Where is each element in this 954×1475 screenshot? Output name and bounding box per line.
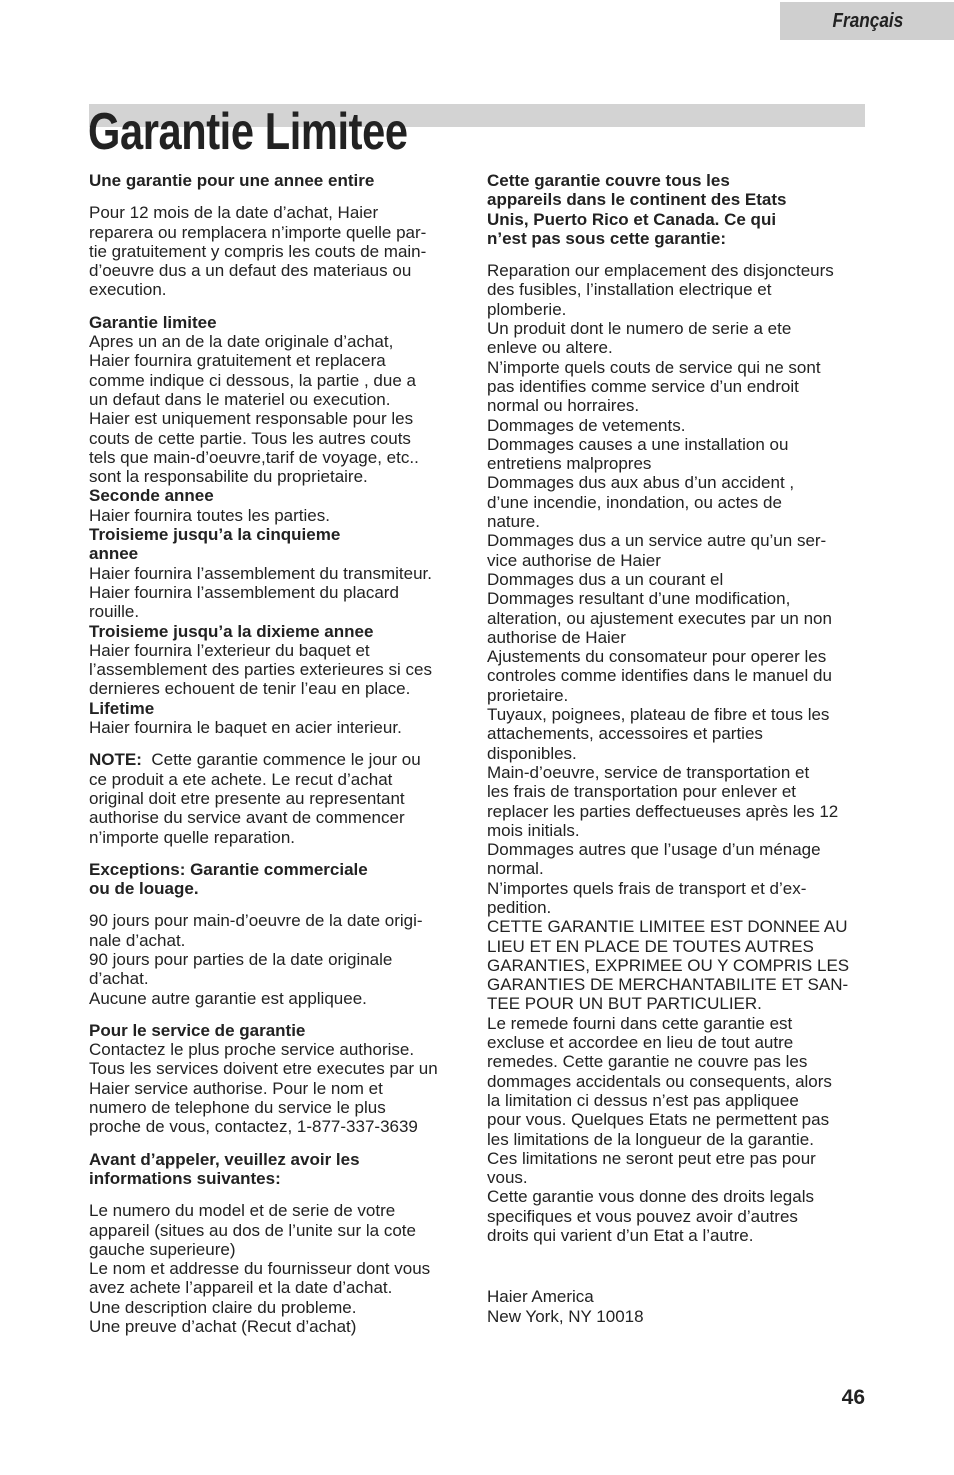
exclusion-line: controles comme identifies dans le manuel du xyxy=(487,666,832,686)
body-line: tie gratuitement y compris les couts de main- xyxy=(89,241,427,261)
exclusion-line: Dommages autres que l’usage d’un ménage xyxy=(487,840,821,860)
body-line: Le nom et addresse du fournisseur dont vous xyxy=(89,1259,431,1279)
body-line: Le numero du model et de serie de votre xyxy=(89,1201,396,1221)
exclusion-line: authorise de Haier xyxy=(487,627,626,647)
body-line: dernieres echouent de tenir l’eau en place. xyxy=(89,679,411,699)
full-year-heading: Une garantie pour une annee entire xyxy=(89,171,375,190)
before-call-heading-1: Avant d’appeler, veuillez avoir les xyxy=(89,1149,360,1169)
note-line xyxy=(89,750,469,769)
company-block xyxy=(487,1287,867,1326)
service-section xyxy=(89,1021,469,1137)
third-fifth-heading-1: Troisieme jusqu’a la cinquieme xyxy=(89,525,341,545)
body-line: original doit etre presente au representant xyxy=(89,788,405,808)
body-line: Haier fournira le baquet en acier interieur. xyxy=(89,718,402,738)
body-line: d’oeuvre dus a un defaut des materiaus ou xyxy=(89,261,412,281)
exclusion-line: disponibles. xyxy=(487,743,577,763)
exclusion-line: Dommages causes a une installation ou xyxy=(487,434,789,454)
body-line: Haier service authorise. Pour le nom et xyxy=(89,1078,383,1098)
exclusion-line: Cette garantie vous donne des droits legals xyxy=(487,1187,814,1207)
body-line: reparera ou remplacera n’importe quelle par- xyxy=(89,222,427,242)
page-title: Garantie Limitee xyxy=(88,103,408,161)
body-line: avez achete l’appareil et la date d’achat. xyxy=(89,1278,393,1298)
coverage-heading-3: Unis, Puerto Rico et Canada. Ce qui xyxy=(487,209,777,229)
body-line: Tous les services doivent etre executes par un xyxy=(89,1059,438,1079)
exclusion-line: Le remede fourni dans cette garantie est xyxy=(487,1013,793,1033)
exclusion-line: les frais de transportation pour enlever et xyxy=(487,782,797,802)
body-line: Contactez le plus proche service authorise. xyxy=(89,1040,415,1060)
coverage-heading-1: Cette garantie couvre tous les xyxy=(487,171,730,190)
body-line: d’achat. xyxy=(89,969,149,989)
body-line: authorise du service avant de commencer xyxy=(89,808,405,828)
exclusion-line: prorietaire. xyxy=(487,685,569,705)
exclusion-line: vous. xyxy=(487,1168,528,1188)
exclusion-line: normal. xyxy=(487,859,544,879)
body-line: Pour 12 mois de la date d’achat, Haier xyxy=(89,203,379,223)
body-line: gauche superieure) xyxy=(89,1239,236,1259)
exclusion-line: Main-d’oeuvre, service de transportation et xyxy=(487,762,810,782)
language-tab xyxy=(780,2,954,40)
page-number: 46 xyxy=(841,1386,865,1409)
full-year-section xyxy=(89,171,469,300)
exclusion-line: specifiques et vous pouvez avoir d’autres xyxy=(487,1206,798,1226)
body-line: numero de telephone du service le plus xyxy=(89,1098,386,1118)
body-line: Haier fournira toutes les parties. xyxy=(89,505,330,525)
body-line: nale d’achat. xyxy=(89,930,186,950)
before-call-heading-2: informations suivantes: xyxy=(89,1168,281,1188)
exclusion-line: Dommages dus aux abus d’un accident , xyxy=(487,473,795,493)
exclusion-line: Dommages dus a un courant el xyxy=(487,569,724,589)
body-line: Haier est uniquement responsable pour les xyxy=(89,409,414,429)
exclusion-line: N’importe quels couts de service qui ne sont xyxy=(487,357,821,377)
limited-section xyxy=(89,313,469,738)
right-column xyxy=(487,171,867,1326)
body-line: appareil (situes au dos de l’unite sur la cote xyxy=(89,1220,416,1240)
left-column xyxy=(89,171,469,1336)
body-line: 90 jours pour main-d’oeuvre de la date origi- xyxy=(89,911,423,931)
exclusion-line: GARANTIES DE MERCHANTABILITE ET SAN- xyxy=(487,975,849,995)
exclusion-line: Dommages dus a un service autre qu’un ser- xyxy=(487,531,827,551)
exclusion-line: Un produit dont le numero de serie a ete xyxy=(487,319,792,339)
body-line: ce produit a ete achete. Le recut d’achat xyxy=(89,769,393,789)
exclusion-line: enleve ou altere. xyxy=(487,338,613,358)
exclusion-line: Tuyaux, poignees, plateau de fibre et tous les xyxy=(487,705,830,725)
exclusion-line: nature. xyxy=(487,512,540,532)
exclusion-line: entretiens malpropres xyxy=(487,454,652,474)
body-line: Haier fournira l’assemblement du placard xyxy=(89,582,399,602)
body-line: Haier fournira l’exterieur du baquet et xyxy=(89,640,370,660)
exclusion-line: pas identifies comme service d’un endroit xyxy=(487,376,799,396)
exclusion-line: alteration, ou ajustement executes par un non xyxy=(487,608,832,628)
exclusion-line: la limitation ci dessus n’est pas appliquee xyxy=(487,1090,799,1110)
service-heading: Pour le service de garantie xyxy=(89,1020,306,1040)
exclusion-line: remedes. Cette garantie ne couvre pas les xyxy=(487,1052,808,1072)
exclusion-line: mois initials. xyxy=(487,820,580,840)
exclusion-line: pedition. xyxy=(487,897,552,917)
body-line: Une description claire du probleme. xyxy=(89,1297,357,1317)
exclusion-line: plomberie. xyxy=(487,299,567,319)
exclusion-line: les limitations de la longueur de la garantie. xyxy=(487,1129,814,1149)
exclusion-line: N’importes quels frais de transport et d’ex- xyxy=(487,878,807,898)
language-label: Français xyxy=(832,10,903,32)
exclusion-line: des fusibles, l’installation electrique et xyxy=(487,280,772,300)
body-line: n’importe quelle reparation. xyxy=(89,827,296,847)
body-line: Haier fournira gratuitement et replacera xyxy=(89,351,386,371)
body-line: Apres un an de la date originale d’achat, xyxy=(89,332,394,352)
exclusion-line: normal ou horraires. xyxy=(487,396,640,416)
body-line: 90 jours pour parties de la date originale xyxy=(89,949,393,969)
coverage-heading-2: appareils dans le continent des Etats xyxy=(487,190,787,210)
exclusion-line: GARANTIES, EXPRIMEE OU Y COMPRIS LES xyxy=(487,955,850,975)
exclusion-line: CETTE GARANTIE LIMITEE EST DONNEE AU xyxy=(487,917,848,937)
exceptions-heading-1: Exceptions: Garantie commerciale xyxy=(89,859,368,879)
limited-heading: Garantie limitee xyxy=(89,312,217,332)
coverage-heading-4: n’est pas sous cette garantie: xyxy=(487,228,727,248)
exclusion-line: Dommages resultant d’une modification, xyxy=(487,589,791,609)
exclusion-line: TEE POUR UN BUT PARTICULIER. xyxy=(487,994,762,1014)
exclusion-line: d’une incendie, inondation, ou actes de xyxy=(487,492,782,512)
exclusion-line: Ajustements du consomateur pour operer les xyxy=(487,647,827,667)
before-call-body xyxy=(89,1201,469,1336)
coverage-heading-block xyxy=(487,171,867,248)
note-label: NOTE: xyxy=(89,750,142,770)
body-line: un defaut dans le materiel ou execution. xyxy=(89,389,391,409)
second-year-heading: Seconde annee xyxy=(89,486,214,506)
exclusion-line: attachements, accessoires et parties xyxy=(487,724,763,744)
exclusion-line: Dommages de vetements. xyxy=(487,415,686,435)
exclusion-line: LIEU ET EN PLACE DE TOUTES AUTRES xyxy=(487,936,814,956)
company-name: Haier America xyxy=(487,1287,594,1307)
note-section xyxy=(89,750,469,846)
exceptions-heading-2: ou de louage. xyxy=(89,879,199,899)
exceptions-body xyxy=(89,911,469,1007)
body-line: proche de vous, contactez, 1-877-337-3639 xyxy=(89,1117,418,1137)
body-line: comme indique ci dessous, la partie , due a xyxy=(89,370,416,390)
note-text: Cette garantie commence le jour ou xyxy=(141,750,421,770)
exclusion-line: Ces limitations ne seront peut etre pas pour xyxy=(487,1148,816,1168)
body-line: Aucune autre garantie est appliquee. xyxy=(89,988,367,1008)
exceptions-heading-block xyxy=(89,860,469,899)
exclusion-line: pour vous. Quelques Etats ne permettent pas xyxy=(487,1110,830,1130)
body-line: sont la responsabilite du proprietaire. xyxy=(89,467,368,487)
exclusion-line: Reparation our emplacement des disjoncteurs xyxy=(487,261,834,281)
body-line: couts de cette partie. Tous les autres couts xyxy=(89,428,411,448)
body-line: l’assemblement des parties exterieures si ces xyxy=(89,660,432,680)
body-line: execution. xyxy=(89,280,167,300)
company-address: New York, NY 10018 xyxy=(487,1306,644,1326)
before-call-heading-block xyxy=(89,1150,469,1189)
exclusion-line: dommages accidentals ou consequents, alors xyxy=(487,1071,832,1091)
body-line: rouille. xyxy=(89,602,140,622)
third-fifth-heading-2: annee xyxy=(89,544,139,564)
exclusion-line: droits qui varient d’un Etat a l’autre. xyxy=(487,1226,754,1246)
lifetime-heading: Lifetime xyxy=(89,698,155,718)
body-line: Une preuve d’achat (Recut d’achat) xyxy=(89,1317,357,1337)
exclusions-list xyxy=(487,261,867,1245)
body-line: tels que main-d’oeuvre,tarif de voyage, etc.. xyxy=(89,447,419,467)
third-tenth-heading: Troisieme jusqu’a la dixieme annee xyxy=(89,621,374,641)
body-line: Haier fournira l’assemblement du transmiteur. xyxy=(89,563,432,583)
exclusion-line: replacer les parties deffectueuses après les 12 xyxy=(487,801,839,821)
exclusion-line: vice authorise de Haier xyxy=(487,550,661,570)
exclusion-line: excluse et accordee en lieu de tout autre xyxy=(487,1033,794,1053)
